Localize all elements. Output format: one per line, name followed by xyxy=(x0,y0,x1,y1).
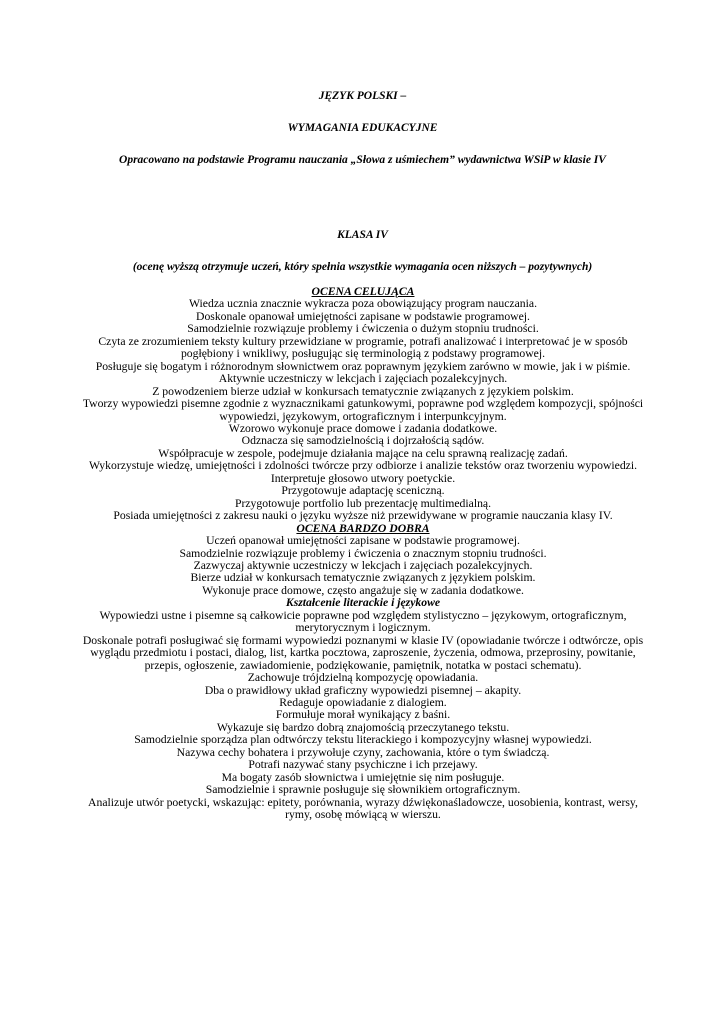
requirement-item: Nazywa cechy bohatera i przywołuje czyny, zachowania, które o tym świadczą. xyxy=(176,745,550,759)
requirement-item: Interpretuje głosowo utwory poetyckie. xyxy=(270,471,456,485)
section-heading-bardzo-dobra: OCENA BARDZO DOBRA xyxy=(296,521,430,535)
requirement-item: Aktywnie uczestniczy w lekcjach i zajęciach pozalekcyjnych. xyxy=(218,372,508,386)
requirement-item: Wiedza ucznia znacznie wykracza poza obowiązujący program nauczania. xyxy=(188,297,537,311)
requirement-item: Zazwyczaj aktywnie uczestniczy w lekcjach i zajęciach pozalekcyjnych. xyxy=(193,558,533,572)
requirement-item: Współpracuje w zespole, podejmuje działania mające na celu sprawną realizację zadań. xyxy=(158,446,568,460)
class-label: KLASA IV xyxy=(337,229,388,241)
requirement-item: Ma bogaty zasób słownictwa i umiejętnie się nim posługuje. xyxy=(221,770,505,784)
requirement-item: Posługuje się bogatym i różnorodnym słownictwem oraz poprawnym językiem zarówno w mowie, jak i w piśmie. xyxy=(95,359,631,373)
requirement-item: Wypowiedzi ustne i pisemne są całkowicie poprawne pod względem stylistyczno – językowym, ortograficznym, merytorycznym i logicznym. xyxy=(99,608,627,635)
requirement-item: Samodzielnie sporządza plan odtwórczy tekstu literackiego i kompozycyjny własnej wypowiedzi. xyxy=(134,733,592,747)
requirement-item: Potrafi nazywać stany psychiczne i ich przejawy. xyxy=(248,758,478,772)
document-subtitle: WYMAGANIA EDUKACYJNE xyxy=(287,122,438,134)
requirement-item: Czyta ze zrozumieniem teksty kultury przewidziane w programie, potrafi analizować i interpretować je w sposób pogłębiony i wnikliwy, posługując się terminologią z podstawy programowej. xyxy=(98,334,628,361)
requirement-item: Dba o prawidłowy układ graficzny wypowiedzi pisemnej – akapity. xyxy=(204,683,522,697)
requirement-item: Przygotowuje portfolio lub prezentację multimedialną. xyxy=(234,496,492,510)
grading-note: (ocenę wyższą otrzymuje uczeń, który spełnia wszystkie wymagania ocen niższych – pozytywnych) xyxy=(132,261,593,273)
section-heading-celujaca: OCENA CELUJĄCA xyxy=(311,285,415,298)
requirement-item: Doskonale opanował umiejętności zapisane w podstawie programowej. xyxy=(196,309,530,323)
requirement-item: Wykorzystuje wiedzę, umiejętności i zdolności twórcze przy odbiorze i analizie tekstów oraz tworzeniu wypowiedzi. xyxy=(88,459,638,473)
requirement-item: Samodzielnie i sprawnie posługuje się słownikiem ortograficznym. xyxy=(205,783,521,797)
requirement-item: Posiada umiejętności z zakresu nauki o języku wyższe niż przewidywane w programie nauczania klasy IV. xyxy=(113,509,613,523)
requirement-item: Odznacza się samodzielnością i dojrzałością sądów. xyxy=(241,434,485,448)
requirement-item: Formułuje morał wynikający z baśni. xyxy=(275,708,451,722)
requirement-item: Redaguje opowiadanie z dialogiem. xyxy=(279,695,447,709)
requirement-item: Bierze udział w konkursach tematycznie związanych z językiem polskim. xyxy=(190,571,536,585)
requirement-item: Samodzielnie rozwiązuje problemy i ćwiczenia o dużym stopniu trudności. xyxy=(187,322,539,336)
requirement-item: Wykonuje prace domowe, często angażuje się w zadania dodatkowe. xyxy=(202,583,524,597)
requirement-item: Wykazuje się bardzo dobrą znajomością przeczytanego tekstu. xyxy=(216,720,510,734)
requirement-item: Zachowuje trójdzielną kompozycję opowiadania. xyxy=(247,671,479,685)
subsection-heading: Kształcenie literackie i językowe xyxy=(285,596,441,610)
requirement-item: Doskonale potrafi posługiwać się formami wypowiedzi poznanymi w klasie IV (opowiadanie twórcze i odtwórcze, opis wyglądu przedmiotu i postaci, dialog, list, kartka pocztowa, zaproszenie, życzenia, odmowa, przeprosiny, powitanie, przepis, ogłoszenie, zawiadomienie, podziękowanie, pamiętnik, notatka w postaci schematu). xyxy=(82,633,644,672)
requirement-item: Wzorowo wykonuje prace domowe i zadania dodatkowe. xyxy=(228,421,498,435)
requirement-item: Samodzielnie rozwiązuje problemy i ćwiczenia o znacznym stopniu trudności. xyxy=(179,546,547,560)
requirement-item: Tworzy wypowiedzi pisemne zgodnie z wyznacznikami gatunkowymi, poprawne pod względem kompozycji, spójności wypowiedzi, językowym, ortograficznym i interpunkcyjnym. xyxy=(82,397,644,423)
requirement-item: Z powodzeniem bierze udział w konkursach tematycznie związanych z językiem polskim. xyxy=(152,384,574,398)
document-source: Opracowano na podstawie Programu nauczania „Słowa z uśmiechem” wydawnictwa WSiP w klasie IV xyxy=(119,154,606,166)
requirement-item: Analizuje utwór poetycki, wskazując: epitety, porównania, wyrazy dźwiękonaśladowcze, uosobienia, kontrast, wersy, rymy, osobę mówiącą w wierszu. xyxy=(88,795,638,822)
requirement-item: Przygotowuje adaptację sceniczną. xyxy=(281,484,445,498)
document-title: JĘZYK POLSKI – xyxy=(318,90,407,102)
requirement-item: Uczeń opanował umiejętności zapisane w podstawie programowej. xyxy=(206,534,520,548)
requirements-body xyxy=(78,286,648,821)
